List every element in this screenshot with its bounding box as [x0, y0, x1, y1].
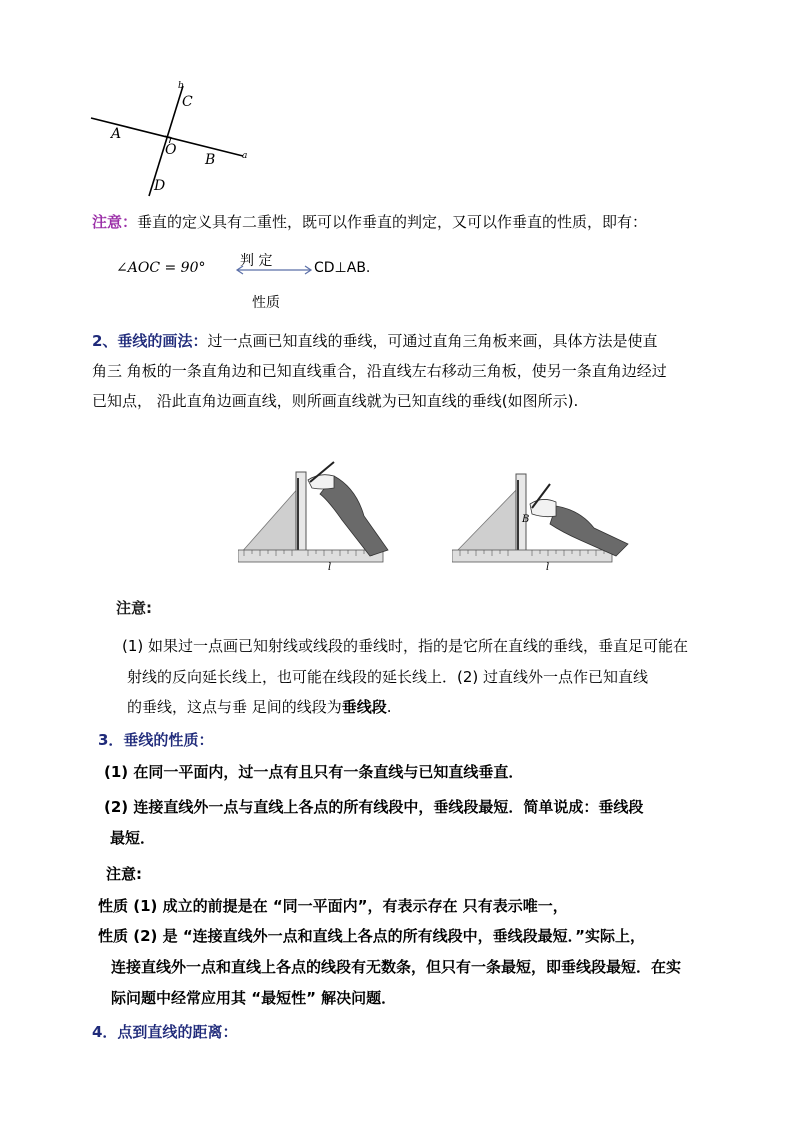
- section3-p1: (1) 在同一平面内，过一点有且只有一条直线与已知直线垂直．: [104, 763, 524, 781]
- perpendicular-segment-term: 垂线段: [341, 698, 387, 716]
- note2-title: 注意:: [116, 599, 152, 617]
- label-B-draw: B: [522, 514, 530, 525]
- drawing-illustration-right: [452, 458, 632, 574]
- label-b-small: b: [178, 81, 184, 91]
- note2-line1: (1) 如果过一点画已知射线或线段的垂线时，指的是它所在直线的垂线，垂直足可能在: [122, 637, 689, 655]
- section2-line3: 已知点， 沿此直角边画直线，则所画直线就为已知直线的垂线(如图所示).: [92, 392, 579, 410]
- label-l-right: l: [546, 562, 550, 573]
- section3-p2-line2: 最短．: [110, 829, 156, 847]
- note3-line2: 性质 (2) 是 “连接直线外一点和直线上各点的所有线段中，垂线段最短．”实际上，: [98, 927, 646, 945]
- section2-line2: 角三 角板的一条直角边和已知直线重合，沿直线左右移动三角板，使另一条直角边经过: [92, 362, 667, 380]
- perpendicular-lines-figure: [85, 80, 265, 200]
- formula-arrow-bottom: 性质: [252, 295, 280, 311]
- note2-line2: 射线的反向延长线上，也可能在线段的延长线上．(2) 过直线外一点作已知直线: [127, 668, 649, 686]
- note3-line3: 连接直线外一点和直线上各点的线段有无数条，但只有一条最短，即垂线段最短．在实: [111, 958, 682, 976]
- label-D: D: [154, 178, 166, 194]
- note1-title: 注意：: [92, 213, 138, 231]
- section3-p2-line1: (2) 连接直线外一点与直线上各点的所有线段中，垂线段最短．简单说成：垂线段: [104, 798, 644, 816]
- formula-left: ∠AOC = 90°: [116, 260, 206, 276]
- drawing-illustration-left: [238, 458, 398, 574]
- note1-line: [92, 212, 647, 232]
- label-A: A: [111, 126, 122, 142]
- note3-line4: 际问题中经常应用其 “最短性” 解决问题．: [111, 989, 397, 1007]
- formula-right: CD⊥AB.: [314, 260, 371, 276]
- label-l-left: l: [328, 562, 332, 573]
- section2-title: 2、垂线的画法：: [92, 332, 208, 350]
- formula-arrow-top: 判 定: [240, 253, 273, 269]
- label-B: B: [205, 152, 216, 168]
- formula: [116, 250, 416, 310]
- label-a-small: a: [242, 151, 248, 161]
- double-arrow-icon: [234, 264, 314, 276]
- label-O: O: [165, 142, 177, 158]
- note3-title: 注意:: [106, 865, 142, 883]
- note1-text: 垂直的定义具有二重性，既可以作垂直的判定，又可以作垂直的性质，即有：: [137, 213, 648, 231]
- section4-title: 4．点到直线的距离：: [92, 1023, 238, 1041]
- section2-line1: 2、垂线的画法：过一点画已知直线的垂线，可通过直角三角板来画，具体方法是使直: [92, 332, 658, 350]
- note3-line1: 性质 (1) 成立的前提是在 “同一平面内”，有表示存在 只有表示唯一，: [98, 897, 568, 915]
- label-C: C: [182, 94, 193, 110]
- section3-title: 3．垂线的性质：: [98, 731, 214, 749]
- note2-line3: 的垂线，这点与垂 足间的线段为垂线段.: [127, 698, 392, 716]
